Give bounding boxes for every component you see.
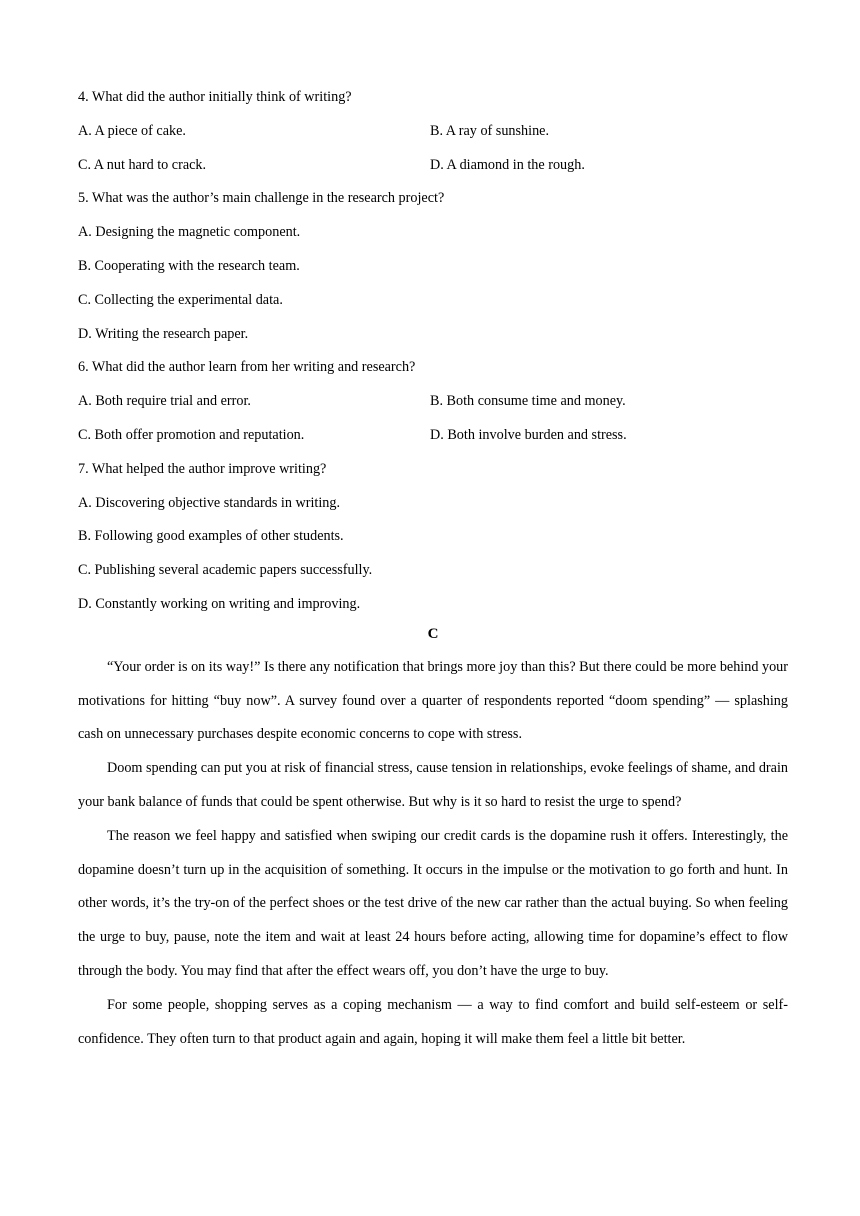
- options-row: [78, 120, 788, 154]
- paragraph-text: Doom spending can put you at risk of financial stress, cause tension in relationships, evoke feelings of shame, and drain your bank balance of funds that could be spent otherwise. But why is it so hard to resist the urge to spend?: [78, 760, 788, 810]
- option: B. A ray of sunshine.: [430, 122, 550, 139]
- paragraph: [78, 752, 788, 820]
- option: A. Discovering objective standards in writing.: [78, 494, 341, 511]
- option: C. Both offer promotion and reputation.: [78, 426, 305, 443]
- option: D. Writing the research paper.: [78, 325, 249, 342]
- option: C. A nut hard to crack.: [78, 156, 207, 173]
- option: C. Collecting the experimental data.: [78, 291, 283, 308]
- option: A. A piece of cake.: [78, 122, 186, 139]
- question-stem: 5. What was the author’s main challenge in the research project?: [78, 190, 445, 207]
- paragraph: [78, 989, 788, 1057]
- options-row: [78, 154, 788, 188]
- paragraph-text: For some people, shopping serves as a coping mechanism — a way to find comfort and build self-esteem or self-confidence. They often turn to that product again and again, hoping it will make them feel a little bit better.: [78, 996, 788, 1047]
- option: B. Both consume time and money.: [430, 393, 626, 410]
- option: D. A diamond in the rough.: [430, 156, 585, 173]
- question-stem: 6. What did the author learn from her writing and research?: [78, 359, 416, 376]
- option: D. Both involve burden and stress.: [430, 426, 627, 443]
- option: C. Publishing several academic papers successfully.: [78, 562, 373, 579]
- paragraph: [78, 820, 788, 989]
- section-heading: C: [427, 625, 439, 642]
- paragraph-text: “Your order is on its way!” Is there any notification that brings more joy than this? But there could be more behind your motivations for hitting “buy now”. A survey found over a quarter of respondents reported “doom spending” — splashing cash on unnecessary purchases despite economic concerns to cope with stress.: [78, 658, 788, 743]
- option: B. Following good examples of other students.: [78, 528, 344, 545]
- paragraph: [78, 651, 788, 752]
- options-row: [78, 390, 788, 424]
- options-row: [78, 424, 788, 458]
- document-page: [78, 86, 788, 1056]
- paragraph-text: The reason we feel happy and satisfied when swiping our credit cards is the dopamine rush it offers. Interestingly, the dopamine doesn’t turn up in the acquisition of something. It occurs in the impulse or the motivation to go forth and hunt. In other words, it’s the try-on of the perfect shoes or the test drive of the new car rather than the actual buying. So when feeling the urge to buy, pause, note the item and wait at least 24 hours before acting, allowing time for dopamine’s effect to flow through the body. You may find that after the effect wears off, you don’t have the urge to buy.: [78, 827, 788, 979]
- option: A. Designing the magnetic component.: [78, 224, 301, 241]
- question-stem: 7. What helped the author improve writing?: [78, 460, 327, 477]
- question-stem: 4. What did the author initially think of writing?: [78, 89, 352, 105]
- option: B. Cooperating with the research team.: [78, 257, 300, 274]
- option: A. Both require trial and error.: [78, 393, 251, 410]
- option: D. Constantly working on writing and improving.: [78, 595, 361, 612]
